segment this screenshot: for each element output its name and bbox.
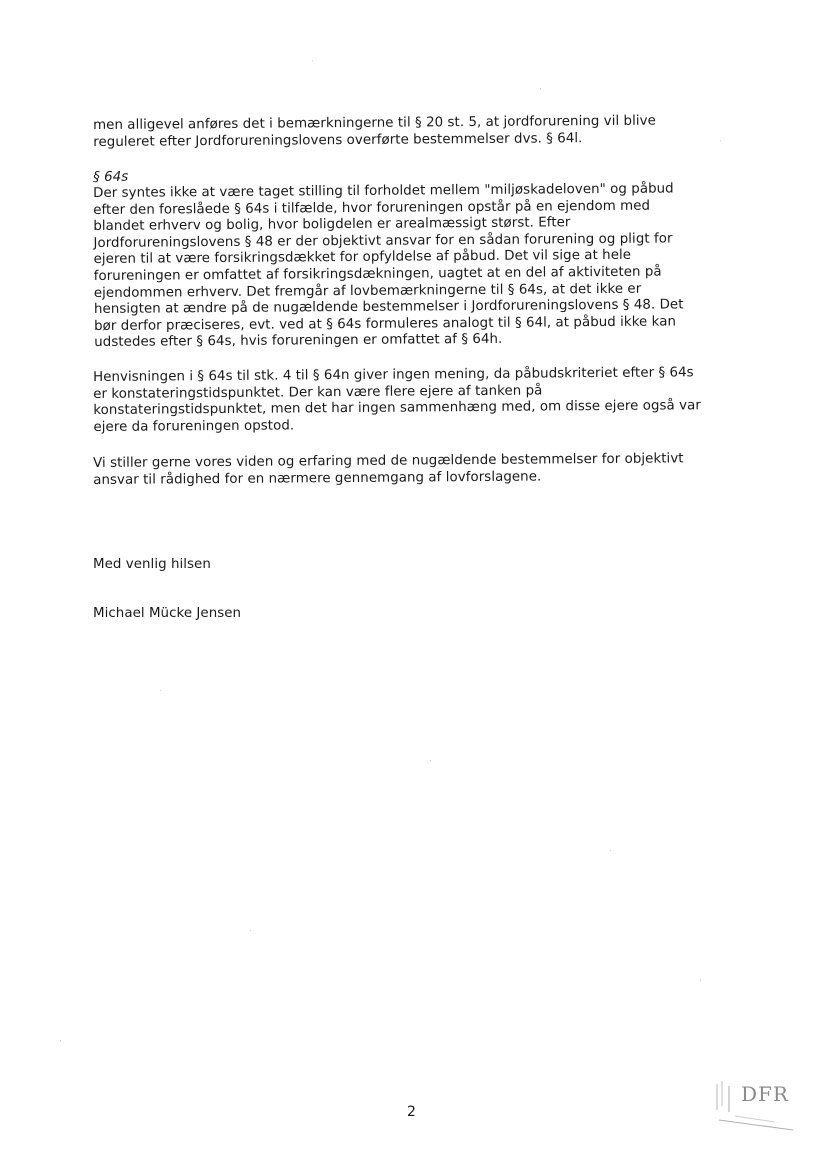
closing-greeting	[93, 557, 733, 574]
text-line: ejeren til at være forsikringsdækket for opfyldelse af påbud. Det vil sige at hele	[93, 248, 632, 268]
text-line: er konstateringstidspunktet. Der kan være flere ejere af tanken på	[93, 383, 543, 402]
text-line: reguleret efter Jordforureningslovens overførte bestemmelser dvs. § 64l.	[93, 130, 583, 150]
scan-speck	[430, 760, 431, 761]
scan-speck	[540, 88, 541, 89]
section-heading-text: § 64s	[93, 169, 129, 185]
paragraph-henvisningen	[93, 365, 734, 436]
text-line: ansvar til rådighed for en nærmere gennemgang af lovforslagene.	[93, 469, 542, 488]
text-line: bør derfor præciseres, evt. ved at § 64s formuleres analogt til § 64l, at påbud ikke kan	[94, 314, 677, 334]
text-line: hensigten at ændre på de nugældende bestemmelser i Jordforureningslovens § 48. Det	[93, 297, 684, 318]
text-line: blandet erhverv og bolig, hvor boligdelen er arealmæssigt størst. Efter	[93, 215, 571, 235]
paragraph-64s	[93, 181, 734, 352]
text-line: Henvisningen i § 64s til stk. 4 til § 64n giver ingen mening, da påbudskriteriet efter § 64s	[93, 365, 694, 385]
scan-speck	[610, 850, 611, 851]
received-stamp	[705, 1076, 805, 1136]
scan-speck	[160, 690, 161, 691]
text-line: Jordforureningslovens § 48 er der objektivt ansvar for en sådan forurening og pligt for	[93, 231, 673, 251]
text-line: udstedes efter § 64s, hvis forureningen er omfattet af § 64h.	[94, 332, 503, 351]
text-line: efter den foreslåede § 64s i tilfælde, hvor forureningen opstår på en ejendom med	[93, 198, 651, 218]
closing-text: Med venlig hilsen	[93, 557, 211, 572]
stamp-text: DFR	[741, 1082, 789, 1106]
scan-speck	[250, 930, 251, 931]
text-line: Vi stiller gerne vores viden og erfaring med de nugældende bestemmelser for objektivt	[93, 451, 684, 471]
paragraph-bemaerkninger	[93, 113, 733, 151]
text-line: ejendommen erhverv. Det fremgår af lovbemærkningerne til § 64s, at det ikke er	[93, 281, 642, 301]
text-line: ejere da forureningen opstod.	[93, 418, 295, 435]
signature-text: Michael Mücke Jensen	[93, 606, 242, 621]
signature-name	[93, 606, 733, 623]
text-line: konstateringstidspunktet, men det har ingen sammenhæng med, om disse ejere også var	[93, 398, 701, 419]
paragraph-offer	[93, 451, 733, 489]
scan-speck	[312, 60, 313, 61]
text-line: forureningen er omfattet af forsikringsdækningen, uagtet at en del af aktiviteten på	[93, 264, 662, 284]
page-number: 2	[407, 1104, 416, 1120]
text-line: men alligevel anføres det i bemærkningerne til § 20 st. 5, at jordforurening vil blive	[93, 113, 656, 133]
scan-speck	[60, 1040, 61, 1041]
scan-speck	[720, 140, 721, 141]
text-line: Der syntes ikke at være taget stilling til forholdet mellem "miljøskadeloven" og påbud	[93, 181, 674, 201]
scan-speck	[700, 980, 701, 981]
